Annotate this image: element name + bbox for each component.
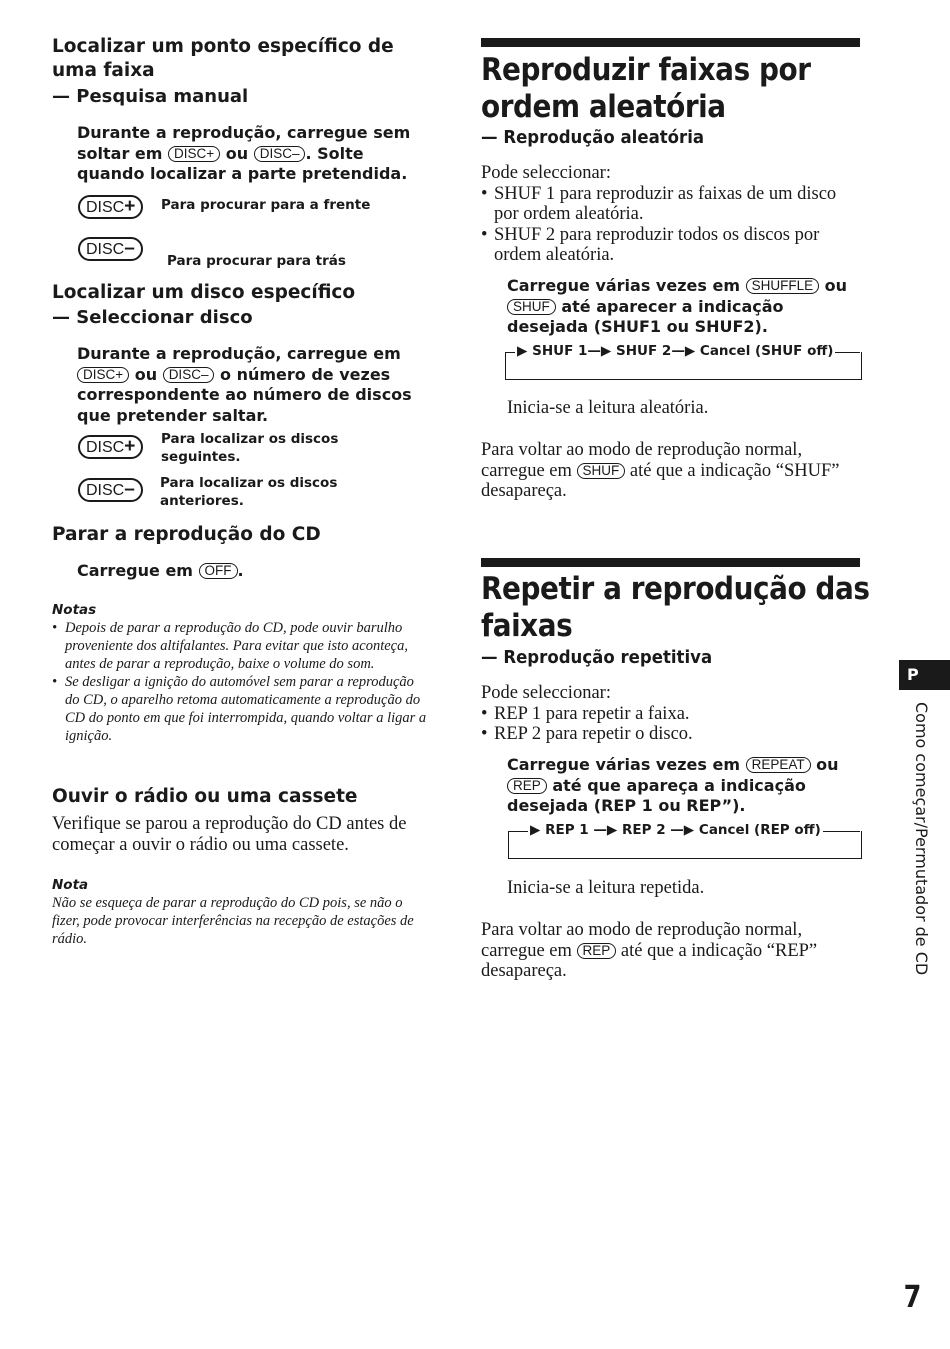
- note-title: Nota: [52, 877, 89, 893]
- page-title-repeat: Repetir a reprodução das faixas: [481, 571, 870, 644]
- disc-plus-key: DISC+: [77, 367, 129, 383]
- instruction-select-disc: Durante a reprodução, carregue em DISC+ ou DISC– o número de vezes correspondente ao número de discos que pretender saltar.: [77, 344, 412, 425]
- shuf-key: SHUF: [577, 463, 626, 479]
- repeat-flow-sequence: ▶ REP 1 —▶ REP 2 —▶ Cancel (REP off): [530, 822, 821, 838]
- rep-key: REP: [577, 943, 617, 959]
- disc-plus-button-icon: DISC+: [78, 195, 143, 219]
- page-title-shuffle: Reproduzir faixas por ordem aleatória: [481, 52, 811, 125]
- subtitle-shuffle: — Reprodução aleatória: [481, 127, 705, 148]
- section-subtitle-manual-search: — Pesquisa manual: [52, 86, 249, 107]
- section-rule: [481, 38, 860, 47]
- language-tab: P: [899, 660, 950, 690]
- notes-list: [52, 619, 427, 745]
- prev-disc-label: Para localizar os discos anteriores.: [160, 475, 338, 509]
- forward-search-label: Para procurar para a frente: [161, 197, 371, 213]
- note-text: Não se esqueça de parar a reprodução do CD pois, se não o fizer, pode provocar interferências na recepção de estações de rádio.: [52, 895, 414, 947]
- disc-minus-key: DISC–: [163, 367, 215, 383]
- disc-plus-button-icon: DISC+: [78, 435, 143, 459]
- repeat-return-text: Para voltar ao modo de reprodução normal, carregue em REP até que a indicação “REP” desapareça.: [481, 920, 818, 981]
- repeat-option: • REP 1 para repetir a faixa.: [481, 704, 861, 725]
- note-item: • Se desligar a ignição do automóvel sem parar a reprodução do CD, o aparelho retoma automaticamente a reprodução do CD do ponto em que foi interrompida, quando voltar a ligar a ignição.: [52, 673, 427, 745]
- backward-search-label: Para procurar para trás: [167, 253, 346, 269]
- shuffle-options: Pode seleccionar: • SHUF 1 para reproduzir as faixas de um disco por ordem aleatória. • SHUF 2 para reproduzir todos os discos por ordem aleatória.: [481, 163, 861, 266]
- instruction-repeat: Carregue várias vezes em REPEAT ou REP até que apareça a indicação desejada (REP 1 ou REP”).: [507, 755, 839, 815]
- shuffle-key: SHUFFLE: [746, 278, 820, 294]
- repeat-options: Pode seleccionar: • REP 1 para repetir a faixa. • REP 2 para repetir o disco.: [481, 683, 861, 745]
- disc-minus-button-icon: DISC–: [78, 478, 143, 502]
- rep-key: REP: [507, 778, 547, 794]
- repeat-key: REPEAT: [746, 757, 811, 773]
- section-title-stop: Parar a reprodução do CD: [52, 524, 321, 545]
- off-key: OFF: [199, 563, 238, 579]
- shuffle-result: Inicia-se a leitura aleatória.: [507, 398, 709, 418]
- page-number: 7: [903, 1280, 922, 1315]
- next-disc-label: Para localizar os discos seguintes.: [161, 431, 339, 465]
- disc-plus-key: DISC+: [168, 146, 220, 162]
- subtitle-repeat: — Reprodução repetitiva: [481, 647, 713, 668]
- section-title-select-disc: Localizar um disco específico: [52, 282, 356, 303]
- side-section-label: Como começar/Permutador de CD: [912, 702, 931, 976]
- shuffle-option: • SHUF 1 para reproduzir as faixas de um disco por ordem aleatória.: [481, 184, 861, 225]
- section-title-manual-search: Localizar um ponto específico de uma faixa: [52, 36, 394, 81]
- notes-title: Notas: [52, 602, 97, 618]
- instruction-stop: Carregue em OFF .: [77, 561, 244, 580]
- shuffle-return-text: Para voltar ao modo de reprodução normal, carregue em SHUF até que a indicação “SHUF” desapareça.: [481, 440, 840, 501]
- shuffle-option: • SHUF 2 para reproduzir todos os discos por ordem aleatória.: [481, 225, 861, 266]
- section-rule: [481, 558, 860, 567]
- repeat-option: • REP 2 para repetir o disco.: [481, 724, 861, 745]
- disc-minus-key: DISC–: [254, 146, 306, 162]
- instruction-manual-search: Durante a reprodução, carregue sem soltar em DISC+ ou DISC– . Solte quando localizar a parte pretendida.: [77, 123, 411, 183]
- note-item: • Depois de parar a reprodução do CD, pode ouvir barulho proveniente dos altifalantes. Para evitar que isto aconteça, antes de parar a reprodução, baixe o volume do som.: [52, 619, 427, 673]
- radio-body-text: Verifique se parou a reprodução do CD antes de começar a ouvir o rádio ou uma cassete.: [52, 814, 407, 855]
- instruction-shuffle: Carregue várias vezes em SHUFFLE ou SHUF até aparecer a indicação desejada (SHUF1 ou SHUF2).: [507, 276, 848, 336]
- disc-minus-button-icon: DISC–: [78, 237, 143, 261]
- repeat-result: Inicia-se a leitura repetida.: [507, 878, 705, 898]
- section-title-radio: Ouvir o rádio ou uma cassete: [52, 786, 358, 807]
- shuf-key: SHUF: [507, 299, 556, 315]
- shuffle-flow-sequence: ▶ SHUF 1—▶ SHUF 2—▶ Cancel (SHUF off): [517, 343, 834, 359]
- section-subtitle-select-disc: — Seleccionar disco: [52, 307, 253, 328]
